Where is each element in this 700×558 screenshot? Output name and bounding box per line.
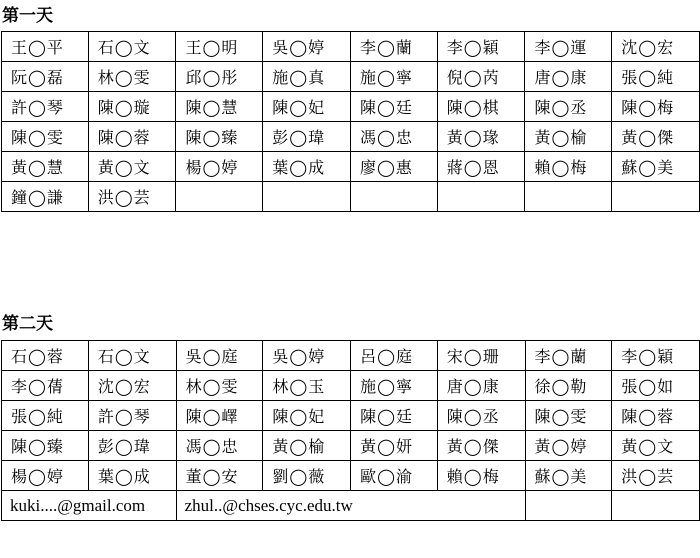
email-cell: zhul..@chses.cyc.edu.tw — [176, 491, 525, 521]
name-cell: 楊◯婷 — [176, 152, 263, 182]
name-cell: 馮◯忠 — [350, 122, 437, 152]
name-cell: 李◯運 — [525, 32, 612, 62]
name-cell: 陳◯慧 — [176, 92, 263, 122]
name-cell: 黃◯文 — [612, 431, 700, 461]
day2-roster-table — [1, 340, 700, 521]
table-row — [2, 341, 700, 371]
name-cell: 吳◯婷 — [263, 341, 351, 371]
name-cell: 陳◯廷 — [350, 92, 437, 122]
name-cell: 陳◯妃 — [263, 401, 351, 431]
name-cell: 李◯穎 — [437, 32, 525, 62]
name-cell: 李◯蘭 — [525, 341, 612, 371]
name-cell: 黃◯榆 — [525, 122, 612, 152]
name-cell: 陳◯丞 — [437, 401, 525, 431]
empty-cell — [612, 491, 700, 521]
name-cell: 宋◯珊 — [437, 341, 525, 371]
name-cell: 彭◯瑋 — [88, 431, 176, 461]
name-cell: 楊◯婷 — [2, 461, 89, 491]
table-row — [2, 122, 700, 152]
name-cell: 陳◯棋 — [437, 92, 525, 122]
name-cell: 黃◯婷 — [525, 431, 612, 461]
table-row — [2, 401, 700, 431]
name-cell: 黃◯慧 — [2, 152, 89, 182]
name-cell: 石◯蓉 — [2, 341, 89, 371]
day2-title: 第二天 — [2, 314, 53, 334]
name-cell: 張◯純 — [612, 62, 700, 92]
name-cell: 黃◯妍 — [351, 431, 438, 461]
name-cell: 呂◯庭 — [351, 341, 438, 371]
name-cell: 黃◯傑 — [612, 122, 700, 152]
name-cell: 黃◯瑑 — [437, 122, 525, 152]
name-cell: 陳◯蓉 — [88, 122, 176, 152]
name-cell: 黃◯文 — [88, 152, 176, 182]
table-row — [2, 182, 700, 212]
name-cell: 洪◯芸 — [88, 182, 176, 212]
table-row — [2, 371, 700, 401]
name-cell: 陳◯臻 — [2, 431, 89, 461]
day1-title: 第一天 — [2, 6, 53, 26]
name-cell: 施◯寧 — [350, 62, 437, 92]
name-cell: 蘇◯美 — [525, 461, 612, 491]
name-cell: 廖◯惠 — [350, 152, 437, 182]
name-cell: 吳◯庭 — [176, 341, 263, 371]
name-cell: 黃◯榆 — [263, 431, 351, 461]
name-cell: 陳◯妃 — [263, 92, 351, 122]
name-cell: 施◯寧 — [351, 371, 438, 401]
name-cell: 賴◯梅 — [437, 461, 525, 491]
name-cell: 石◯文 — [88, 341, 176, 371]
table-row — [2, 92, 700, 122]
empty-cell — [263, 182, 351, 212]
name-cell: 李◯蒨 — [2, 371, 89, 401]
name-cell: 林◯玉 — [263, 371, 351, 401]
name-cell: 葉◯成 — [263, 152, 351, 182]
name-cell: 歐◯渝 — [351, 461, 438, 491]
name-cell: 鐘◯謙 — [2, 182, 89, 212]
name-cell: 陳◯雯 — [2, 122, 89, 152]
name-cell: 黃◯傑 — [437, 431, 525, 461]
empty-cell — [350, 182, 437, 212]
name-cell: 張◯純 — [2, 401, 89, 431]
empty-cell — [525, 182, 612, 212]
name-cell: 林◯雯 — [176, 371, 263, 401]
name-cell: 蔣◯恩 — [437, 152, 525, 182]
name-cell: 陳◯梅 — [612, 92, 700, 122]
table-row — [2, 431, 700, 461]
name-cell: 唐◯康 — [525, 62, 612, 92]
name-cell: 沈◯宏 — [612, 32, 700, 62]
name-cell: 許◯琴 — [88, 401, 176, 431]
email-cell: kuki....@gmail.com — [2, 491, 177, 521]
name-cell: 邱◯彤 — [176, 62, 263, 92]
name-cell: 施◯真 — [263, 62, 351, 92]
empty-cell — [525, 491, 612, 521]
name-cell: 董◯安 — [176, 461, 263, 491]
name-cell: 陳◯廷 — [351, 401, 438, 431]
name-cell: 彭◯瑋 — [263, 122, 351, 152]
name-cell: 劉◯薇 — [263, 461, 351, 491]
name-cell: 馮◯忠 — [176, 431, 263, 461]
name-cell: 吳◯婷 — [263, 32, 351, 62]
name-cell: 蘇◯美 — [612, 152, 700, 182]
name-cell: 李◯穎 — [612, 341, 700, 371]
name-cell: 陳◯雯 — [525, 401, 612, 431]
name-cell: 徐◯勒 — [525, 371, 612, 401]
name-cell: 陳◯臻 — [176, 122, 263, 152]
name-cell: 葉◯成 — [88, 461, 176, 491]
name-cell: 阮◯磊 — [2, 62, 89, 92]
empty-cell — [612, 182, 700, 212]
table-row — [2, 152, 700, 182]
table-row — [2, 62, 700, 92]
name-cell: 唐◯康 — [437, 371, 525, 401]
name-cell: 沈◯宏 — [88, 371, 176, 401]
name-cell: 張◯如 — [612, 371, 700, 401]
name-cell: 洪◯芸 — [612, 461, 700, 491]
name-cell: 陳◯嶧 — [176, 401, 263, 431]
name-cell: 倪◯芮 — [437, 62, 525, 92]
table-row — [2, 491, 700, 521]
name-cell: 王◯平 — [2, 32, 89, 62]
name-cell: 陳◯丞 — [525, 92, 612, 122]
table-row — [2, 461, 700, 491]
name-cell: 賴◯梅 — [525, 152, 612, 182]
day1-roster-table — [1, 31, 700, 212]
name-cell: 王◯明 — [176, 32, 263, 62]
name-cell: 李◯蘭 — [350, 32, 437, 62]
empty-cell — [176, 182, 263, 212]
name-cell: 陳◯蓉 — [612, 401, 700, 431]
table-row — [2, 32, 700, 62]
name-cell: 陳◯璇 — [88, 92, 176, 122]
name-cell: 許◯琴 — [2, 92, 89, 122]
empty-cell — [437, 182, 525, 212]
name-cell: 林◯雯 — [88, 62, 176, 92]
name-cell: 石◯文 — [88, 32, 176, 62]
